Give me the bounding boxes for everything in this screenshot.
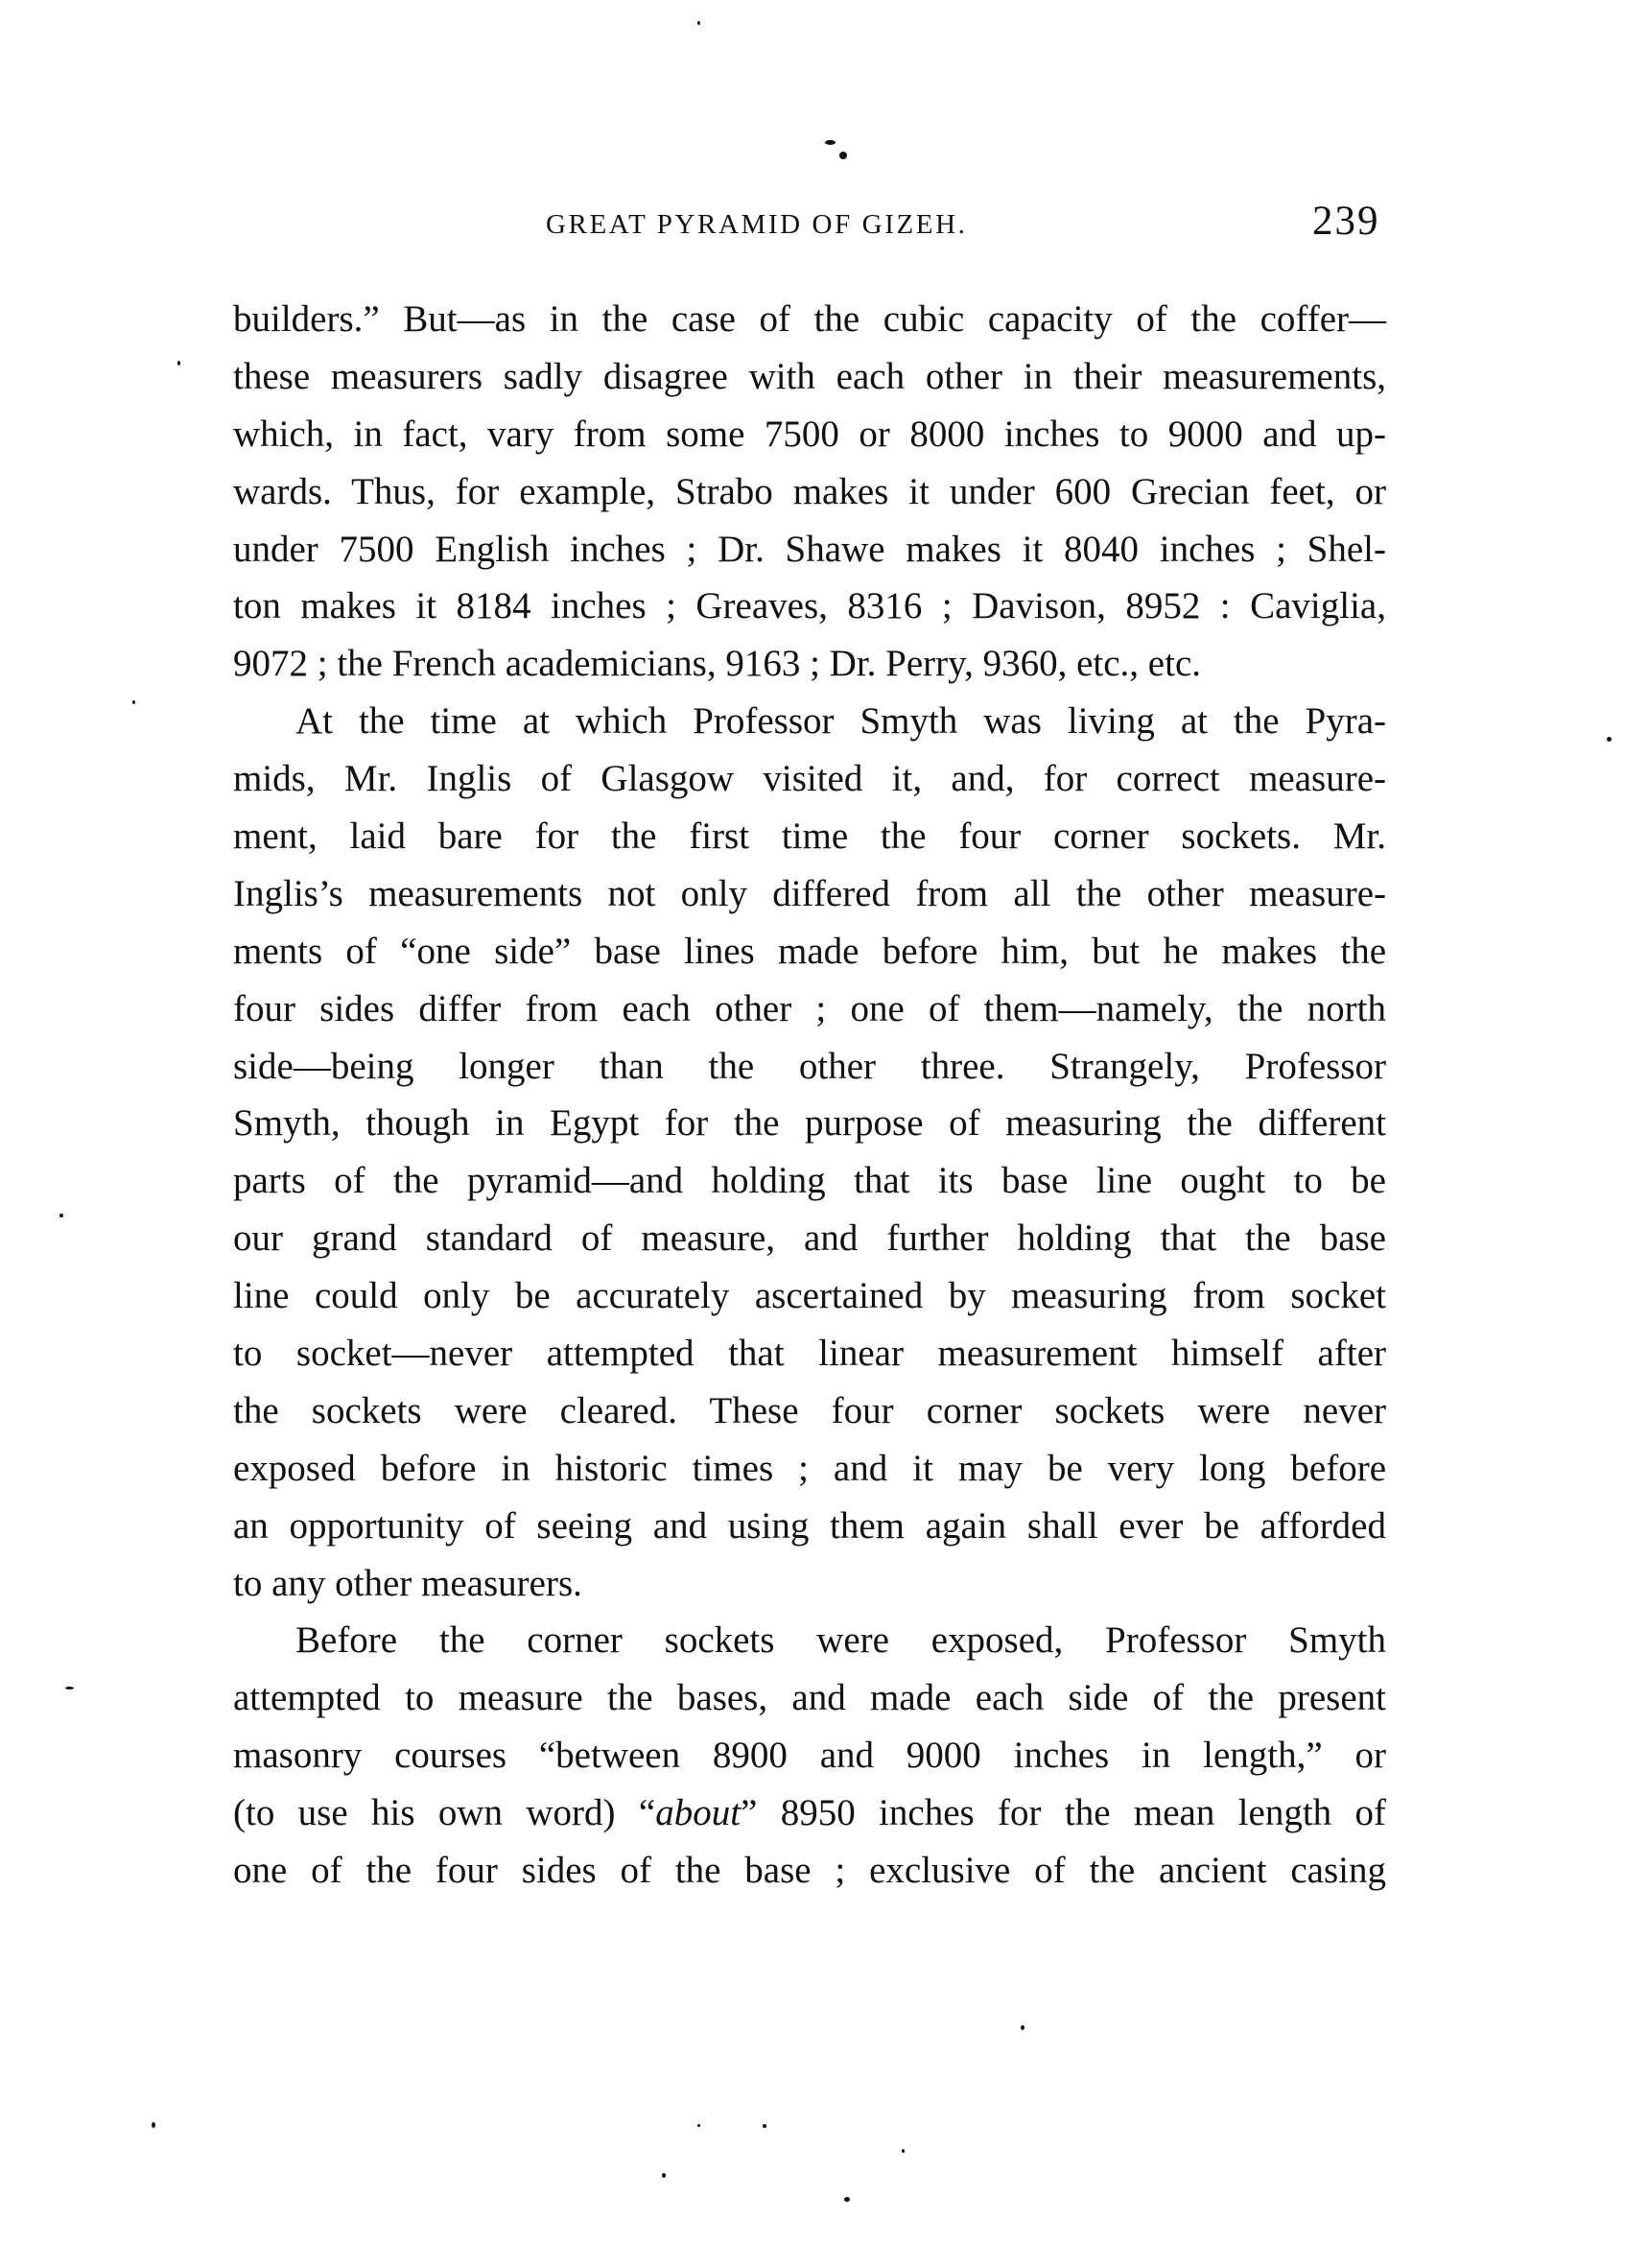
body-text [233, 291, 1386, 1900]
scan-speck [59, 1214, 63, 1217]
text-line: attempted to measure the bases, and made each side of the present [233, 1677, 1386, 1719]
text-line: line could only be accurately ascertained by measuring from socket [233, 1275, 1386, 1317]
text-line: ments of “one side” base lines made before him, but he makes the [233, 930, 1386, 972]
text-line: under 7500 English inches ; Dr. Shawe makes it 8040 inches ; Shel- [233, 528, 1386, 570]
scan-speck [152, 2122, 155, 2128]
text-line: ment, laid bare for the first time the four corner sockets. Mr. [233, 815, 1386, 858]
text-line: At the time at which Professor Smyth was living at the Pyra- [295, 700, 1386, 743]
paragraph-2 [233, 693, 1386, 1612]
text-line: Smyth, though in Egypt for the purpose of measuring the different [233, 1102, 1386, 1145]
scan-speck [177, 361, 180, 366]
page-number: 239 [1312, 199, 1380, 244]
text-line: four sides differ from each other ; one of them—namely, the north [233, 987, 1386, 1029]
text-line: wards. Thus, for example, Strabo makes it under 600 Grecian feet, or [233, 470, 1386, 512]
text-line: an opportunity of seeing and using them again shall ever be afforded [233, 1504, 1386, 1547]
text-line: side—being longer than the other three. Strangely, Professor [233, 1045, 1386, 1087]
scan-speck [1607, 737, 1612, 742]
scan-speck [132, 700, 135, 704]
text-line: mids, Mr. Inglis of Glasgow visited it, and, for correct measure- [233, 758, 1386, 800]
scan-speck [839, 152, 847, 159]
text-line-with-italic [233, 1784, 1386, 1842]
text-line: to socket—never attempted that linear measurement himself after [233, 1333, 1386, 1375]
text-line: Before the corner sockets were exposed, Professor Smyth [295, 1619, 1386, 1662]
scan-speck [65, 1687, 74, 1689]
scan-speck [1021, 2025, 1024, 2030]
scan-speck [902, 2149, 905, 2153]
text-line: our grand standard of measure, and further holding that the base [233, 1217, 1386, 1260]
italic-word: about [655, 1792, 742, 1834]
text-line: which, in fact, vary from some 7500 or 8000 inches to 9000 and up- [233, 413, 1386, 455]
text-segment: ” 8950 inches for the mean length of [741, 1792, 1386, 1834]
text-line: parts of the pyramid—and holding that its base line ought to be [233, 1160, 1386, 1202]
scan-speck [697, 2124, 700, 2127]
text-line: 9072 ; the French academicians, 9163 ; Dr. Perry, 9360, etc., etc. [233, 643, 1202, 685]
paragraph-3 [233, 1612, 1386, 1899]
text-line: one of the four sides of the base ; exclusive of the ancient casing [233, 1850, 1386, 1892]
text-line: to any other measurers. [233, 1562, 582, 1604]
text-line: these measurers sadly disagree with each other in their measurements, [233, 355, 1386, 397]
text-line: builders.” But—as in the case of the cubic capacity of the coffer— [233, 298, 1386, 340]
scan-speck [844, 2197, 850, 2202]
scan-speck [825, 140, 836, 145]
text-line: Inglis’s measurements not only differed from all the other measure- [233, 872, 1386, 914]
text-line: ton makes it 8184 inches ; Greaves, 8316 ; Davison, 8952 : Caviglia, [233, 585, 1386, 627]
text-line: masonry courses “between 8900 and 9000 inches in length,” or [233, 1735, 1386, 1777]
text-line: exposed before in historic times ; and it may be very long before [233, 1447, 1386, 1489]
paragraph-1 [233, 291, 1386, 693]
scan-speck [662, 2173, 666, 2178]
scan-speck [697, 21, 700, 25]
text-segment: (to use his own word) “ [233, 1792, 656, 1834]
scan-speck [763, 2124, 766, 2128]
text-line: the sockets were cleared. These four corner sockets were never [233, 1389, 1386, 1431]
running-head: GREAT PYRAMID OF GIZEH. [546, 209, 968, 240]
